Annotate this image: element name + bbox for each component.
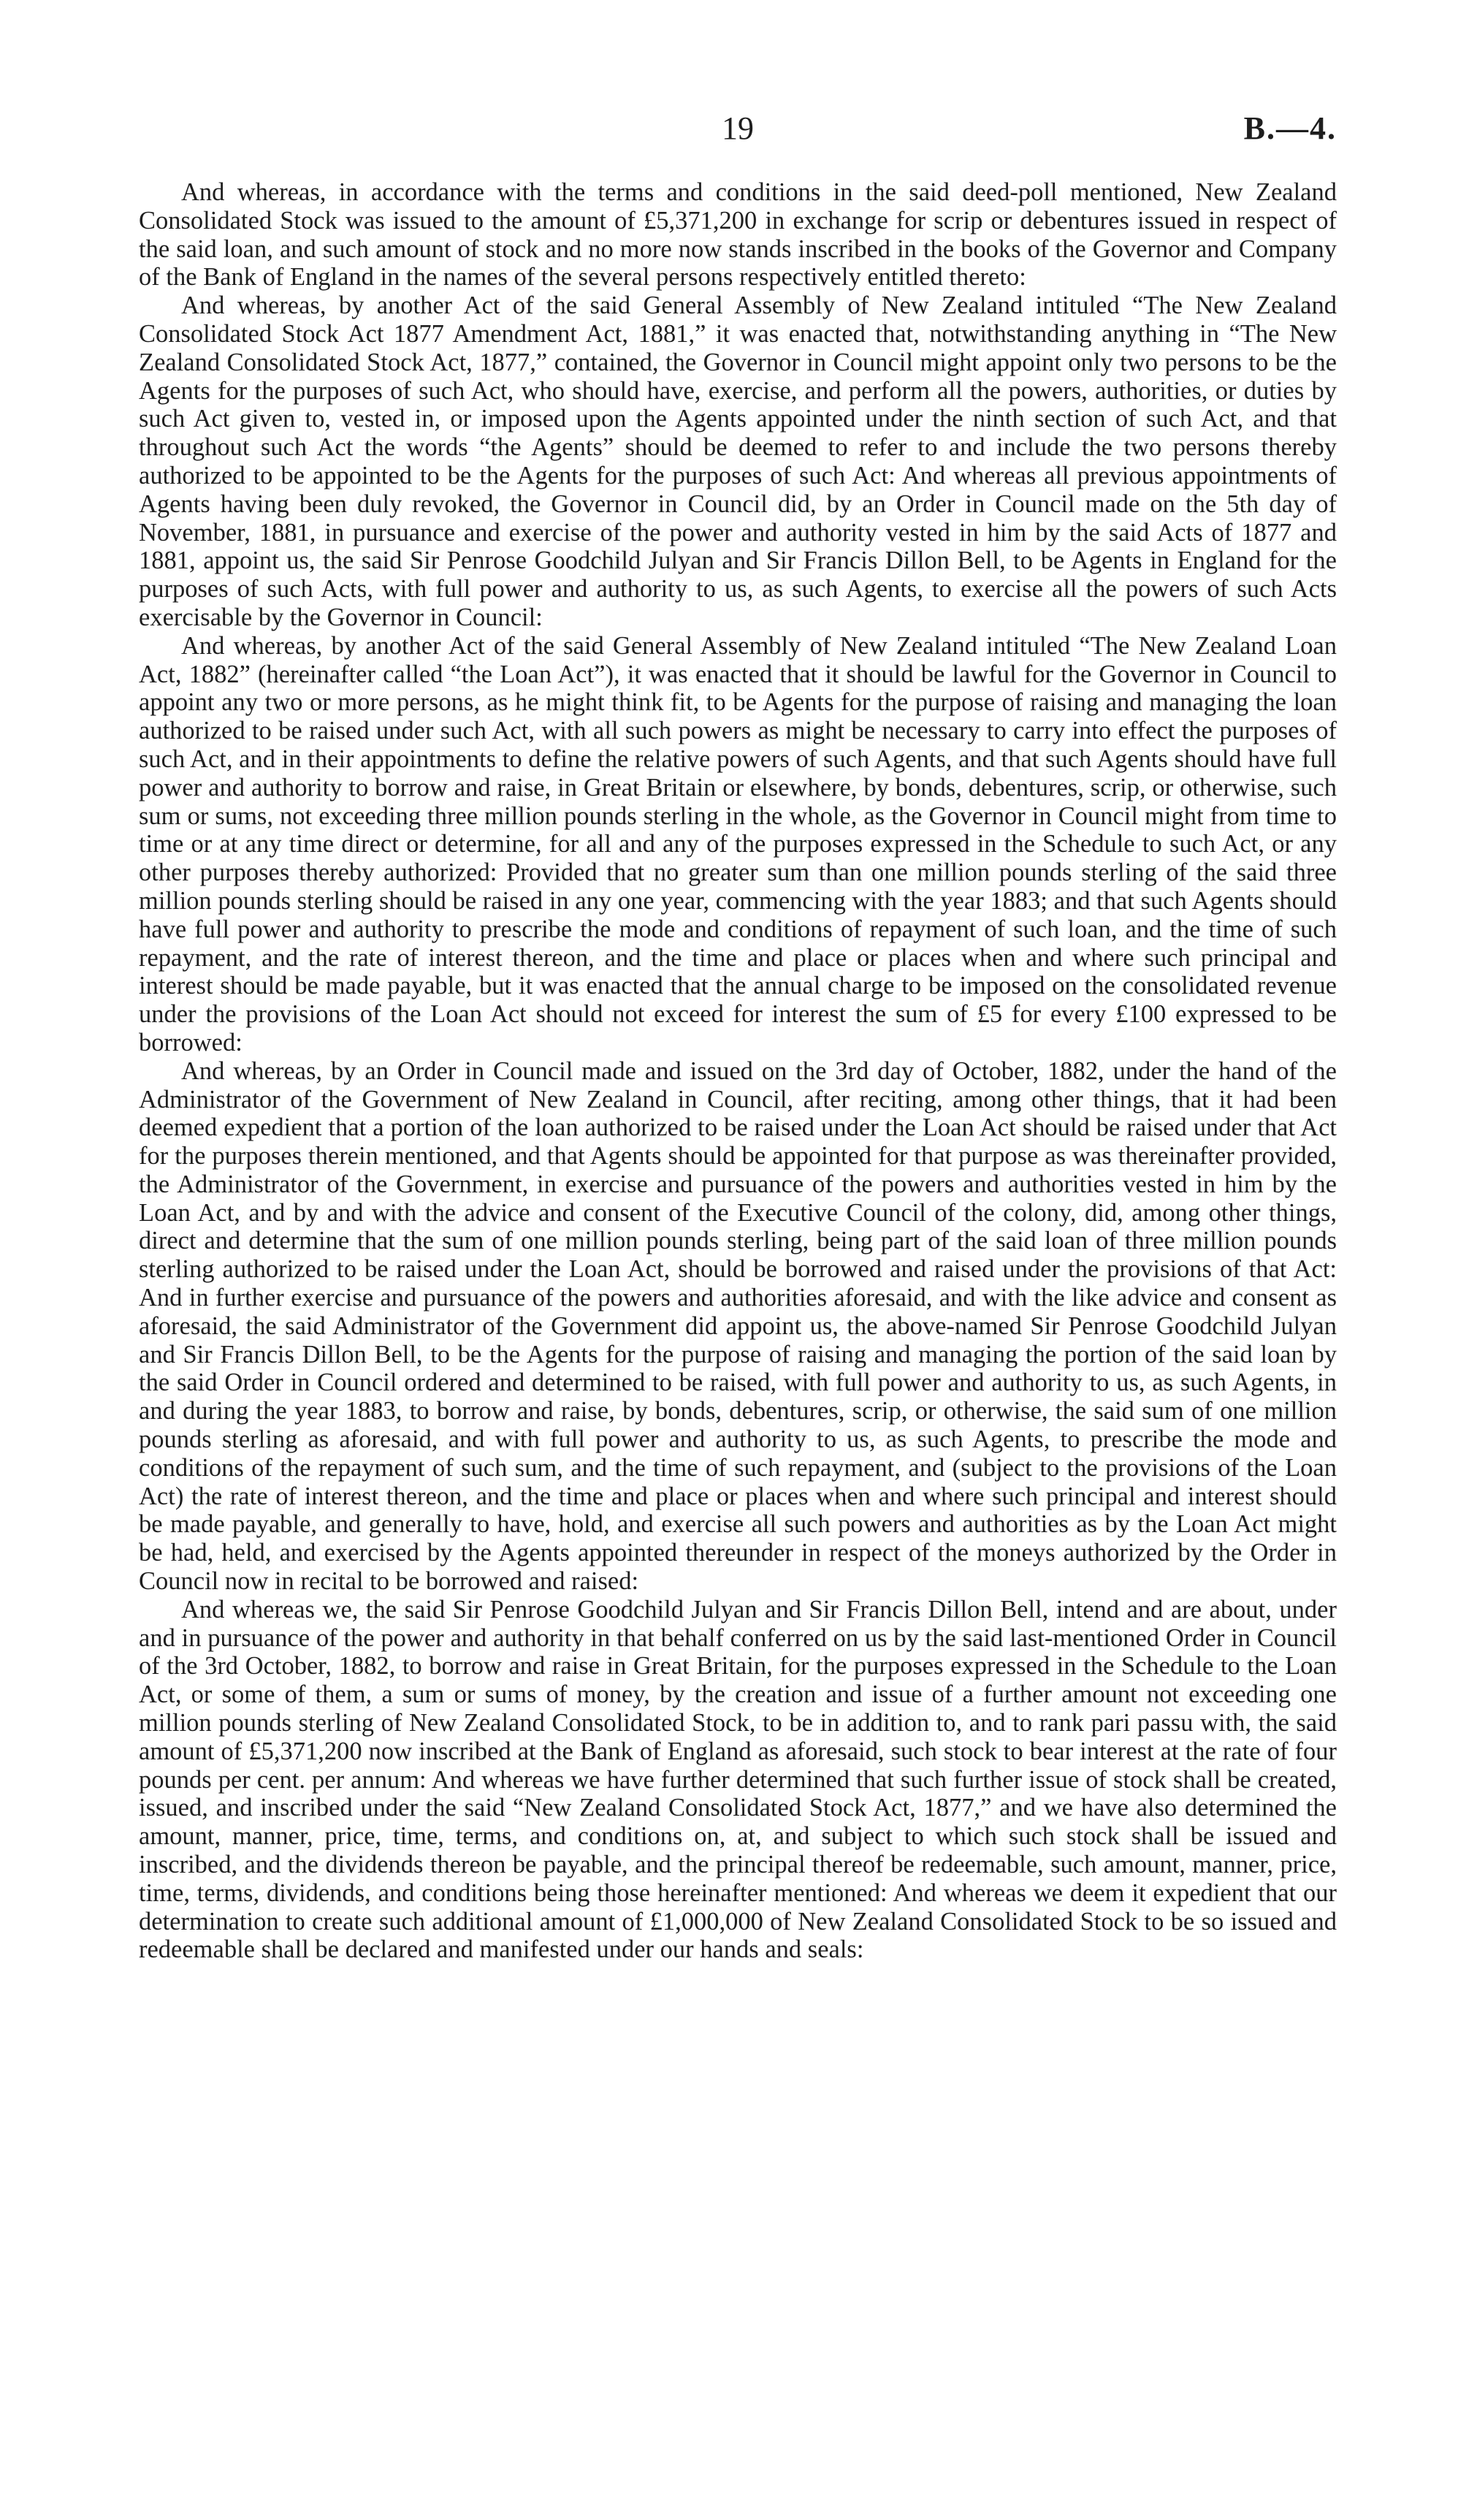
paragraph: And whereas, by another Act of the said General Assembly of New Zealand intituled “The New Zealand Consolidated Stock Act 1877 Amendment Act, 1881,” it was enacted that, notwithstanding anything in “The New Zealand Consolidated Stock Act, 1877,” contained, the Governor in Council might appoint only two persons to be the Agents for the purposes of such Act, who should have, exercise, and perform all the powers, authorities, or duties by such Act given to, vested in, or imposed upon the Agents appointed under the ninth section of such Act, and that throughout such Act the words “the Agents” should be deemed to refer to and include the two persons thereby authorized to be appointed to be the Agents for the purposes of such Act: And whereas all previous appointments of Agents having been duly revoked, the Governor in Council did, by an Order in Council made on the 5th day of November, 1881, in pursuance and exercise of the power and authority vested in him by the said Acts of 1877 and 1881, appoint us, the said Sir Penrose Goodchild Julyan and Sir Francis Dillon Bell, to be Agents in England for the purposes of such Acts, with full power and authority to us, as such Agents, to exercise all the powers of such Acts exercisable by the Governor in Council:	[139, 292, 1337, 631]
paragraph: And whereas, by another Act of the said General Assembly of New Zealand intituled “The New Zealand Loan Act, 1882” (hereinafter called “the Loan Act”), it was enacted that it should be lawful for the Governor in Council to appoint any two or more persons, as he might think fit, to be Agents for the purpose of raising and managing the loan authorized to be raised under such Act, with all such powers as might be necessary to carry into effect the purposes of such Act, and in their appointments to define the relative powers of such Agents, and that such Agents should have full power and authority to borrow and raise, in Great Britain or elsewhere, by bonds, debentures, scrip, or otherwise, such sum or sums, not exceeding three million pounds sterling in the whole, as the Governor in Council might from time to time or at any time direct or determine, for all and any of the purposes expressed in the Schedule to such Act, or any other purposes thereby authorized: Provided that no greater sum than one million pounds sterling of the said three million pounds sterling should be raised in any one year, commencing with the year 1883; and that such Agents should have full power and authority to prescribe the mode and conditions of repayment of such loan, and the time of such repayment, and the rate of interest thereon, and the time and place or places when and where such principal and interest should be made payable, but it was enacted that the annual charge to be imposed on the consolidated revenue under the provisions of the Loan Act should not exceed for interest the sum of £5 for every £100 expressed to be borrowed:	[139, 631, 1337, 1057]
page-header	[139, 110, 1337, 161]
document-body	[139, 178, 1337, 1964]
paragraph: And whereas we, the said Sir Penrose Goodchild Julyan and Sir Francis Dillon Bell, intend and are about, under and in pursuance of the power and authority in that behalf conferred on us by the said last-mentioned Order in Council of the 3rd October, 1882, to borrow and raise in Great Britain, for the purposes expressed in the Schedule to the Loan Act, or some of them, a sum or sums of money, by the creation and issue of a further amount not exceeding one million pounds sterling of New Zealand Consolidated Stock, to be in addition to, and to rank pari passu with, the said amount of £5,371,200 now inscribed at the Bank of England as aforesaid, such stock to bear interest at the rate of four pounds per cent. per annum: And whereas we have further determined that such further issue of stock shall be created, issued, and inscribed under the said “New Zealand Consolidated Stock Act, 1877,” and we have also determined the amount, manner, price, time, terms, and conditions on, at, and subject to which such stock shall be issued and inscribed, and the dividends thereon be payable, and the principal thereof be redeemable, such amount, manner, price, time, terms, dividends, and conditions being those hereinafter mentioned: And whereas we deem it expedient that our determination to create such additional amount of £1,000,000 of New Zealand Consolidated Stock to be so issued and redeemable shall be declared and manifested under our hands and seals:	[139, 1595, 1337, 1964]
page-number: 19	[722, 110, 754, 146]
paragraph: And whereas, by an Order in Council made and issued on the 3rd day of October, 1882, under the hand of the Administrator of the Government of New Zealand in Council, after reciting, among other things, that it had been deemed expedient that a portion of the loan authorized to be raised under the Loan Act should be raised under that Act for the purposes therein mentioned, and that Agents should be appointed for that purpose as was thereinafter provided, the Administrator of the Government, in exercise and pursuance of the powers and authorities vested in him by the Loan Act, and by and with the advice and consent of the Executive Council of the colony, did, among other things, direct and determine that the sum of one million pounds sterling, being part of the said loan of three million pounds sterling authorized to be raised under the Loan Act, should be borrowed and raised under the provisions of that Act: And in further exercise and pursuance of the powers and authorities aforesaid, and with the like advice and consent as aforesaid, the said Administrator of the Government did appoint us, the above-named Sir Penrose Goodchild Julyan and Sir Francis Dillon Bell, to be the Agents for the purpose of raising and managing the portion of the said loan by the said Order in Council ordered and determined to be raised, with full power and authority to us, as such Agents, in and during the year 1883, to borrow and raise, by bonds, debentures, scrip, or otherwise, the said sum of one million pounds sterling as aforesaid, and with full power and authority to us, as such Agents, to prescribe the mode and conditions of the repayment of such sum, and the time of such repayment, and (subject to the provisions of the Loan Act) the rate of interest thereon, and the time and place or places when and where such principal and interest should be made payable, and generally to have, hold, and exercise all such powers and authorities as by the Loan Act might be had, held, and exercised by the Agents appointed thereunder in respect of the moneys authorized by the Order in Council now in recital to be borrowed and raised:	[139, 1057, 1337, 1596]
paragraph: And whereas, in accordance with the terms and conditions in the said deed-poll mentioned, New Zealand Consolidated Stock was issued to the amount of £5,371,200 in exchange for scrip or debentures issued in respect of the said loan, and such amount of stock and no more now stands inscribed in the books of the Governor and Company of the Bank of England in the names of the several persons respectively entitled thereto:	[139, 178, 1337, 292]
document-reference: B.—4.	[1243, 110, 1337, 146]
